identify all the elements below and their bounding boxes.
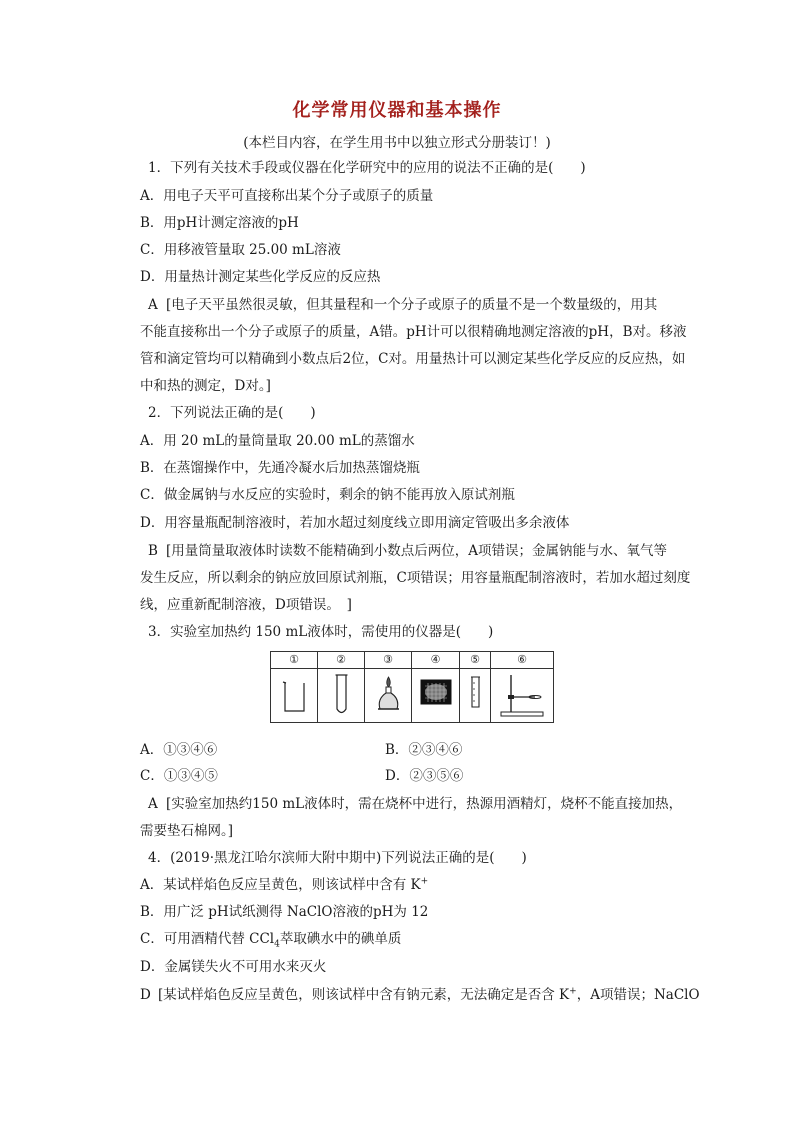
apparatus-cell-3 [365, 652, 412, 722]
apparatus-number-2: ② [318, 652, 364, 669]
q2-stem: 2．下列说法正确的是( ) [148, 405, 316, 421]
q4-explanation-line-1 [140, 986, 700, 1004]
apparatus-number-3: ③ [365, 652, 411, 669]
q1-stem: 1．下列有关技术手段或仪器在化学研究中的应用的说法不正确的是( ) [148, 160, 586, 176]
q2-explanation-text-1: [用量筒量取液体时读数不能精确到小数点后两位，A项错误；金属钠能与水、氧气等 [166, 543, 668, 559]
q3-option-a: A．①③④⑥ [140, 742, 218, 758]
q4-option-a [140, 876, 660, 894]
q4-option-a-superscript: + [420, 876, 429, 887]
page-subtitle: (本栏目内容，在学生用书中以独立形式分册装订！) [243, 135, 551, 151]
q4-explanation-superscript: + [569, 986, 577, 997]
q4-answer-letter: D [140, 987, 151, 1003]
q3-option-d: D．②③⑤⑥ [385, 768, 464, 784]
q4-option-a-text: A．某试样焰色反应呈黄色，则该试样中含有 K [140, 877, 421, 893]
q2-answer-letter: B [148, 543, 158, 559]
q1-option-a: A．用电子天平可直接称出某个分子或原子的质量 [140, 188, 434, 204]
q4-explanation-text-1: [某试样焰色反应呈黄色，则该试样中含有钠元素，无法确定是否含 K [158, 987, 570, 1003]
q2-option-a: A．用 20 mL的量筒量取 20.00 mL的蒸馏水 [140, 433, 415, 449]
asbestos-gauze-icon [412, 669, 460, 722]
q1-option-d: D．用量热计测定某些化学反应的反应热 [140, 269, 381, 285]
q1-option-b: B．用pH计测定溶液的pH [140, 215, 299, 231]
q2-explanation-line-3: 线，应重新配制溶液，D项错误。 ] [140, 597, 352, 613]
q1-answer-letter: A [148, 297, 158, 313]
q1-explanation-line-2: 不能直接称出一个分子或原子的质量，A错。pH计可以很精确地测定溶液的pH，B对。移液 [140, 324, 687, 340]
graduated-cylinder-icon [460, 669, 491, 722]
beaker-icon [271, 669, 318, 722]
q4-option-d: D．金属镁失火不可用水来灭火 [140, 959, 327, 975]
q4-stem: 4．(2019·黑龙江哈尔滨师大附中期中)下列说法正确的是( ) [148, 850, 527, 866]
q2-option-d: D．用容量瓶配制溶液时，若加水超过刻度线立即用滴定管吸出多余液体 [140, 515, 570, 531]
q2-explanation-line-2: 发生反应，所以剩余的钠应放回原试剂瓶，C项错误；用容量瓶配制溶液时，若加水超过刻度 [140, 570, 691, 586]
q3-explanation-text-1: [实验室加热约150 mL液体时，需在烧杯中进行，热源用酒精灯，烧杯不能直接加热， [166, 796, 683, 812]
q4-option-c [140, 930, 660, 948]
apparatus-number-4: ④ [412, 652, 459, 669]
apparatus-number-1: ① [271, 652, 317, 669]
q4-option-c-subscript: 4 [274, 939, 280, 950]
q3-explanation-line-2: 需要垫石棉网。] [140, 823, 234, 839]
apparatus-table [270, 651, 554, 723]
q4-option-b: B．用广泛 pH试纸测得 NaClO溶液的pH为 12 [140, 904, 429, 920]
q3-stem: 3．实验室加热约 150 mL液体时，需使用的仪器是( ) [148, 624, 494, 640]
q3-option-c: C．①③④⑤ [140, 768, 218, 784]
apparatus-cell-5 [460, 652, 491, 722]
test-tube-icon [318, 669, 365, 722]
q4-option-c-text: C．可用酒精代替 CCl [140, 931, 275, 947]
q1-option-c: C．用移液管量取 25.00 mL溶液 [140, 242, 341, 258]
q3-option-b: B．②③④⑥ [385, 742, 463, 758]
q3-answer-letter: A [148, 796, 158, 812]
apparatus-cell-4 [412, 652, 460, 722]
q4-explanation-text-2: ，A项错误；NaClO [576, 987, 700, 1003]
alcohol-lamp-icon [365, 669, 412, 722]
q3-explanation-line-1 [148, 795, 683, 813]
apparatus-number-6: ⑥ [491, 652, 553, 669]
q4-option-c-text-end: 萃取碘水中的碘单质 [279, 931, 402, 947]
apparatus-cell-6 [491, 652, 553, 722]
q2-explanation-line-1 [148, 542, 668, 560]
apparatus-cell-2 [318, 652, 365, 722]
apparatus-number-5: ⑤ [460, 652, 490, 669]
iron-stand-icon [491, 669, 553, 722]
q1-explanation-line-3: 管和滴定管均可以精确到小数点后2位，C对。用量热计可以测定某些化学反应的反应热，如 [140, 351, 686, 367]
q2-option-b: B．在蒸馏操作中，先通冷凝水后加热蒸馏烧瓶 [140, 460, 420, 476]
q1-explanation-line-4: 中和热的测定，D对。] [140, 378, 271, 394]
q1-explanation-text-1: [电子天平虽然很灵敏，但其量程和一个分子或原子的质量不是一个数量级的，用其 [166, 297, 658, 313]
page-title: 化学常用仪器和基本操作 [292, 100, 502, 121]
q2-option-c: C．做金属钠与水反应的实验时，剩余的钠不能再放入原试剂瓶 [140, 487, 515, 503]
apparatus-cell-1 [271, 652, 318, 722]
q1-explanation-line-1 [148, 296, 668, 314]
